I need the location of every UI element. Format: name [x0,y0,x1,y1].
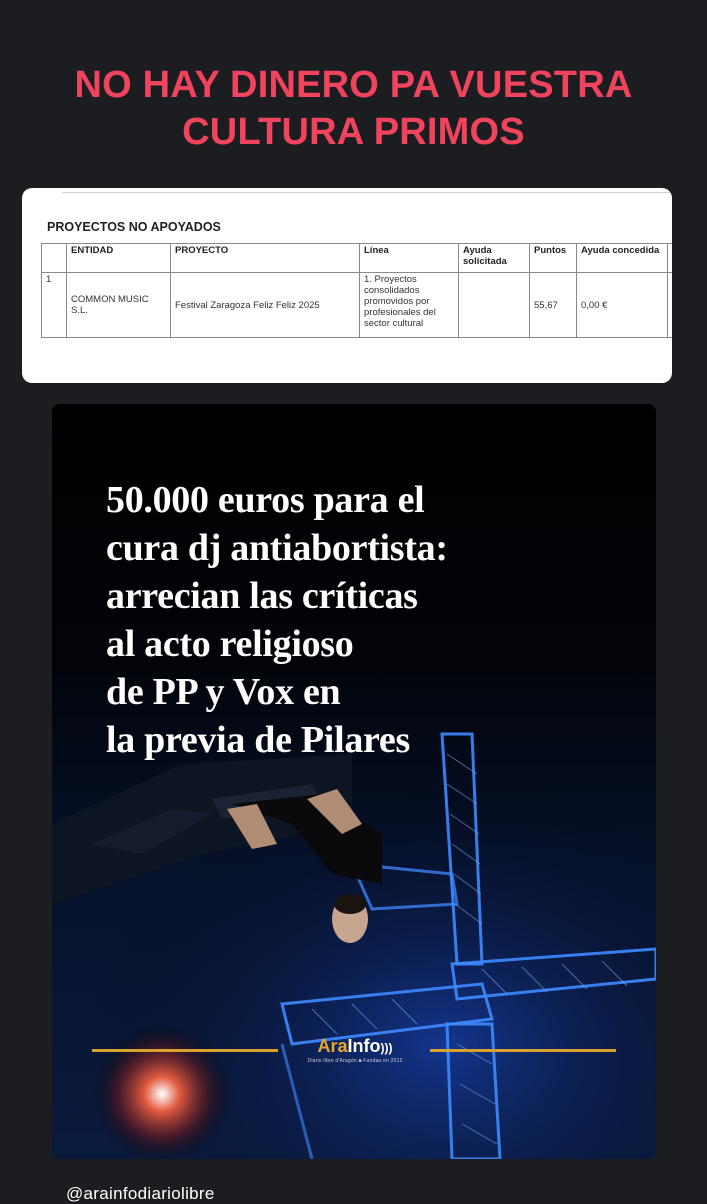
article-headline-line-1: 50.000 euros para el [106,479,425,521]
cell-entidad: COMMON MUSIC S.L. [67,273,171,338]
cell-ayuda-concedida: 0,00 € [577,273,668,338]
header-extra [668,244,673,273]
header-ayuda-concedida: Ayuda concedida [577,244,668,273]
cell-puntos: 55,67 [530,273,577,338]
brand-line-right [430,1049,616,1052]
signal-icon: ))) [380,1041,393,1055]
cell-linea: 1. Proyectos consolidados promovidos por profesionales del sector cultural [360,273,459,338]
header-proyecto: PROYECTO [171,244,360,273]
brand-name-part2: Info [347,1036,381,1056]
article-headline-line-2: cura dj antiabortista: [106,527,448,569]
header-num [42,244,67,273]
table-header-row [42,244,673,273]
article-headline-line-4: al acto religioso [106,623,354,665]
cell-num: 1 [42,273,67,338]
article-headline-line-3: arrecian las críticas [106,575,418,617]
header-puntos: Puntos [530,244,577,273]
cell-ayuda-solicitada [459,273,530,338]
document-screenshot [22,188,672,383]
document-title: PROYECTOS NO APOYADOS [47,220,221,234]
table-row [42,273,673,338]
header-ayuda-solicitada: Ayuda solicitada [459,244,530,273]
account-handle[interactable]: @arainfodiariolibre [66,1184,215,1203]
article-card [52,404,656,1159]
story-headline-line-2: CULTURA PRIMOS [182,111,525,153]
article-headline-line-6: la previa de Pilares [106,719,410,761]
article-headline [106,476,626,764]
brand-line-left [92,1049,278,1052]
story-headline [0,62,707,156]
brand-bar [92,1036,616,1080]
arainfo-logo [300,1036,410,1072]
brand-name-part1: Ara [317,1036,348,1056]
brand-tagline: Diario libre d'Aragón ■ Fundau en 2012 [307,1058,403,1064]
story-headline-line-1: NO HAY DINERO PA VUESTRA [74,64,633,106]
header-linea: Línea [360,244,459,273]
cell-extra [668,273,673,338]
document-top-rule [62,188,672,193]
cell-proyecto: Festival Zaragoza Feliz Feliz 2025 [171,273,360,338]
header-entidad: ENTIDAD [67,244,171,273]
projects-table [41,243,672,338]
article-headline-line-5: de PP y Vox en [106,671,341,713]
